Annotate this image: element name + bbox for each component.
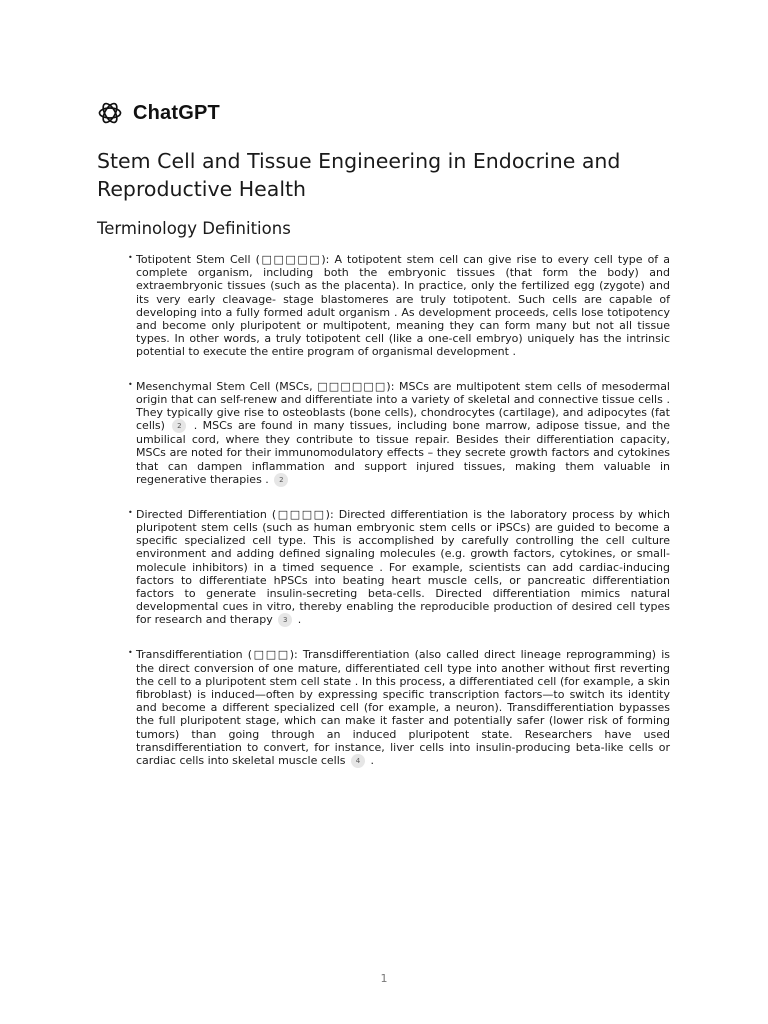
bullet-icon: •	[128, 379, 133, 389]
definition-mesenchymal-stem-cell	[128, 380, 670, 487]
citation-badge[interactable]: 4	[351, 754, 365, 768]
definition-text-end: .	[297, 613, 302, 627]
section-heading: Terminology Definitions	[97, 219, 291, 238]
definition-text-end: .	[370, 754, 375, 768]
citation-badge[interactable]: 2	[274, 473, 288, 487]
definition-transdifferentiation	[128, 648, 670, 768]
page-number: 1	[380, 972, 388, 985]
definition-text: Totipotent Stem Cell (□□□□□): A totipotent stem cell can give rise to every cell type of a complete organism, including both the embryonic tissues (that form the body) and extraembryonic tissues (such as the placenta). In practice, only the fertilized egg (zygote) and its very early cleavage- stage blastomeres are truly totipotent. Such cells are capable of developing into a fully formed adult organism . As development proceeds, cells lose totipotency and become only pluripotent or multipotent, meaning they can form many but not all tissue types. In other words, a truly totipotent cell (like a one-cell embryo) uniquely has the intrinsic potential to execute the entire program of organismal development .	[136, 253, 670, 359]
definition-text: Mesenchymal Stem Cell (MSCs, □□□□□□): MSCs are multipotent stem cells of mesodermal origin that can self-renew and differentiate into a variety of skeletal and connective tissue cells . They typically give rise to osteoblasts (bone cells), chondrocytes (cartilage), and adipocytes (fat cells)	[136, 379, 670, 433]
bullet-icon: •	[128, 253, 133, 262]
definition-list	[128, 253, 670, 789]
definition-totipotent-stem-cell	[128, 253, 670, 359]
definition-text: Transdifferentiation (□□□): Transdifferentiation (also called direct lineage reprogramming) is the direct conversion of one mature, differentiated cell type into another without first reverting the cell to a pluripotent stem cell state . In this process, a differentiated cell (for example, a skin fibroblast) is induced—often by expressing specific transcription factors—to switch its identity and become a different specialized cell (for example, a neuron). Transdifferentiation bypasses the full pluripotent stage, which can make it faster and potentially safer (lower risk of forming tumors) than going through an induced pluripotent state. Researchers have used transdifferentiation to convert, for instance, liver cells into insulin-producing beta-like cells or cardiac cells into skeletal muscle cells	[136, 648, 670, 768]
definition-text-continued: . MSCs are found in many tissues, including bone marrow, adipose tissue, and the umbilical cord, where they contribute to tissue repair. Besides their differentiation capacity, MSCs are noted for their immunomodulatory effects – they secrete growth factors and cytokines that can dampen inflammation and support injured tissues, making them valuable in regenerative therapies .	[136, 419, 671, 486]
definition-text: Directed Differentiation (□□□□): Directed differentiation is the laboratory process by which pluripotent stem cells (such as human embryonic stem cells or iPSCs) are guided to become a specific specialized cell type. This is accomplished by carefully controlling the cell culture environment and adding defined signaling molecules (e.g. growth factors, cytokines, or small-molecule inhibitors) in a timed sequence . For example, scientists can add cardiac-inducing factors to differentiate hPSCs into beating heart muscle cells, or pancreatic differentiation factors to generate insulin-secreting beta-cells. Directed differentiation mimics natural developmental cues in vitro, thereby enabling the reproducible production of desired cell types for research and therapy	[136, 507, 670, 627]
citation-badge[interactable]: 3	[278, 613, 292, 627]
brand-name: ChatGPT	[133, 101, 220, 124]
citation-badge[interactable]: 2	[172, 419, 186, 433]
bullet-icon: •	[128, 648, 133, 658]
document-title: Stem Cell and Tissue Engineering in Endocrine and Reproductive Health	[97, 149, 621, 201]
bullet-icon: •	[128, 507, 133, 517]
definition-directed-differentiation	[128, 508, 670, 628]
brand-header	[97, 100, 220, 126]
openai-logo-icon	[97, 100, 123, 126]
